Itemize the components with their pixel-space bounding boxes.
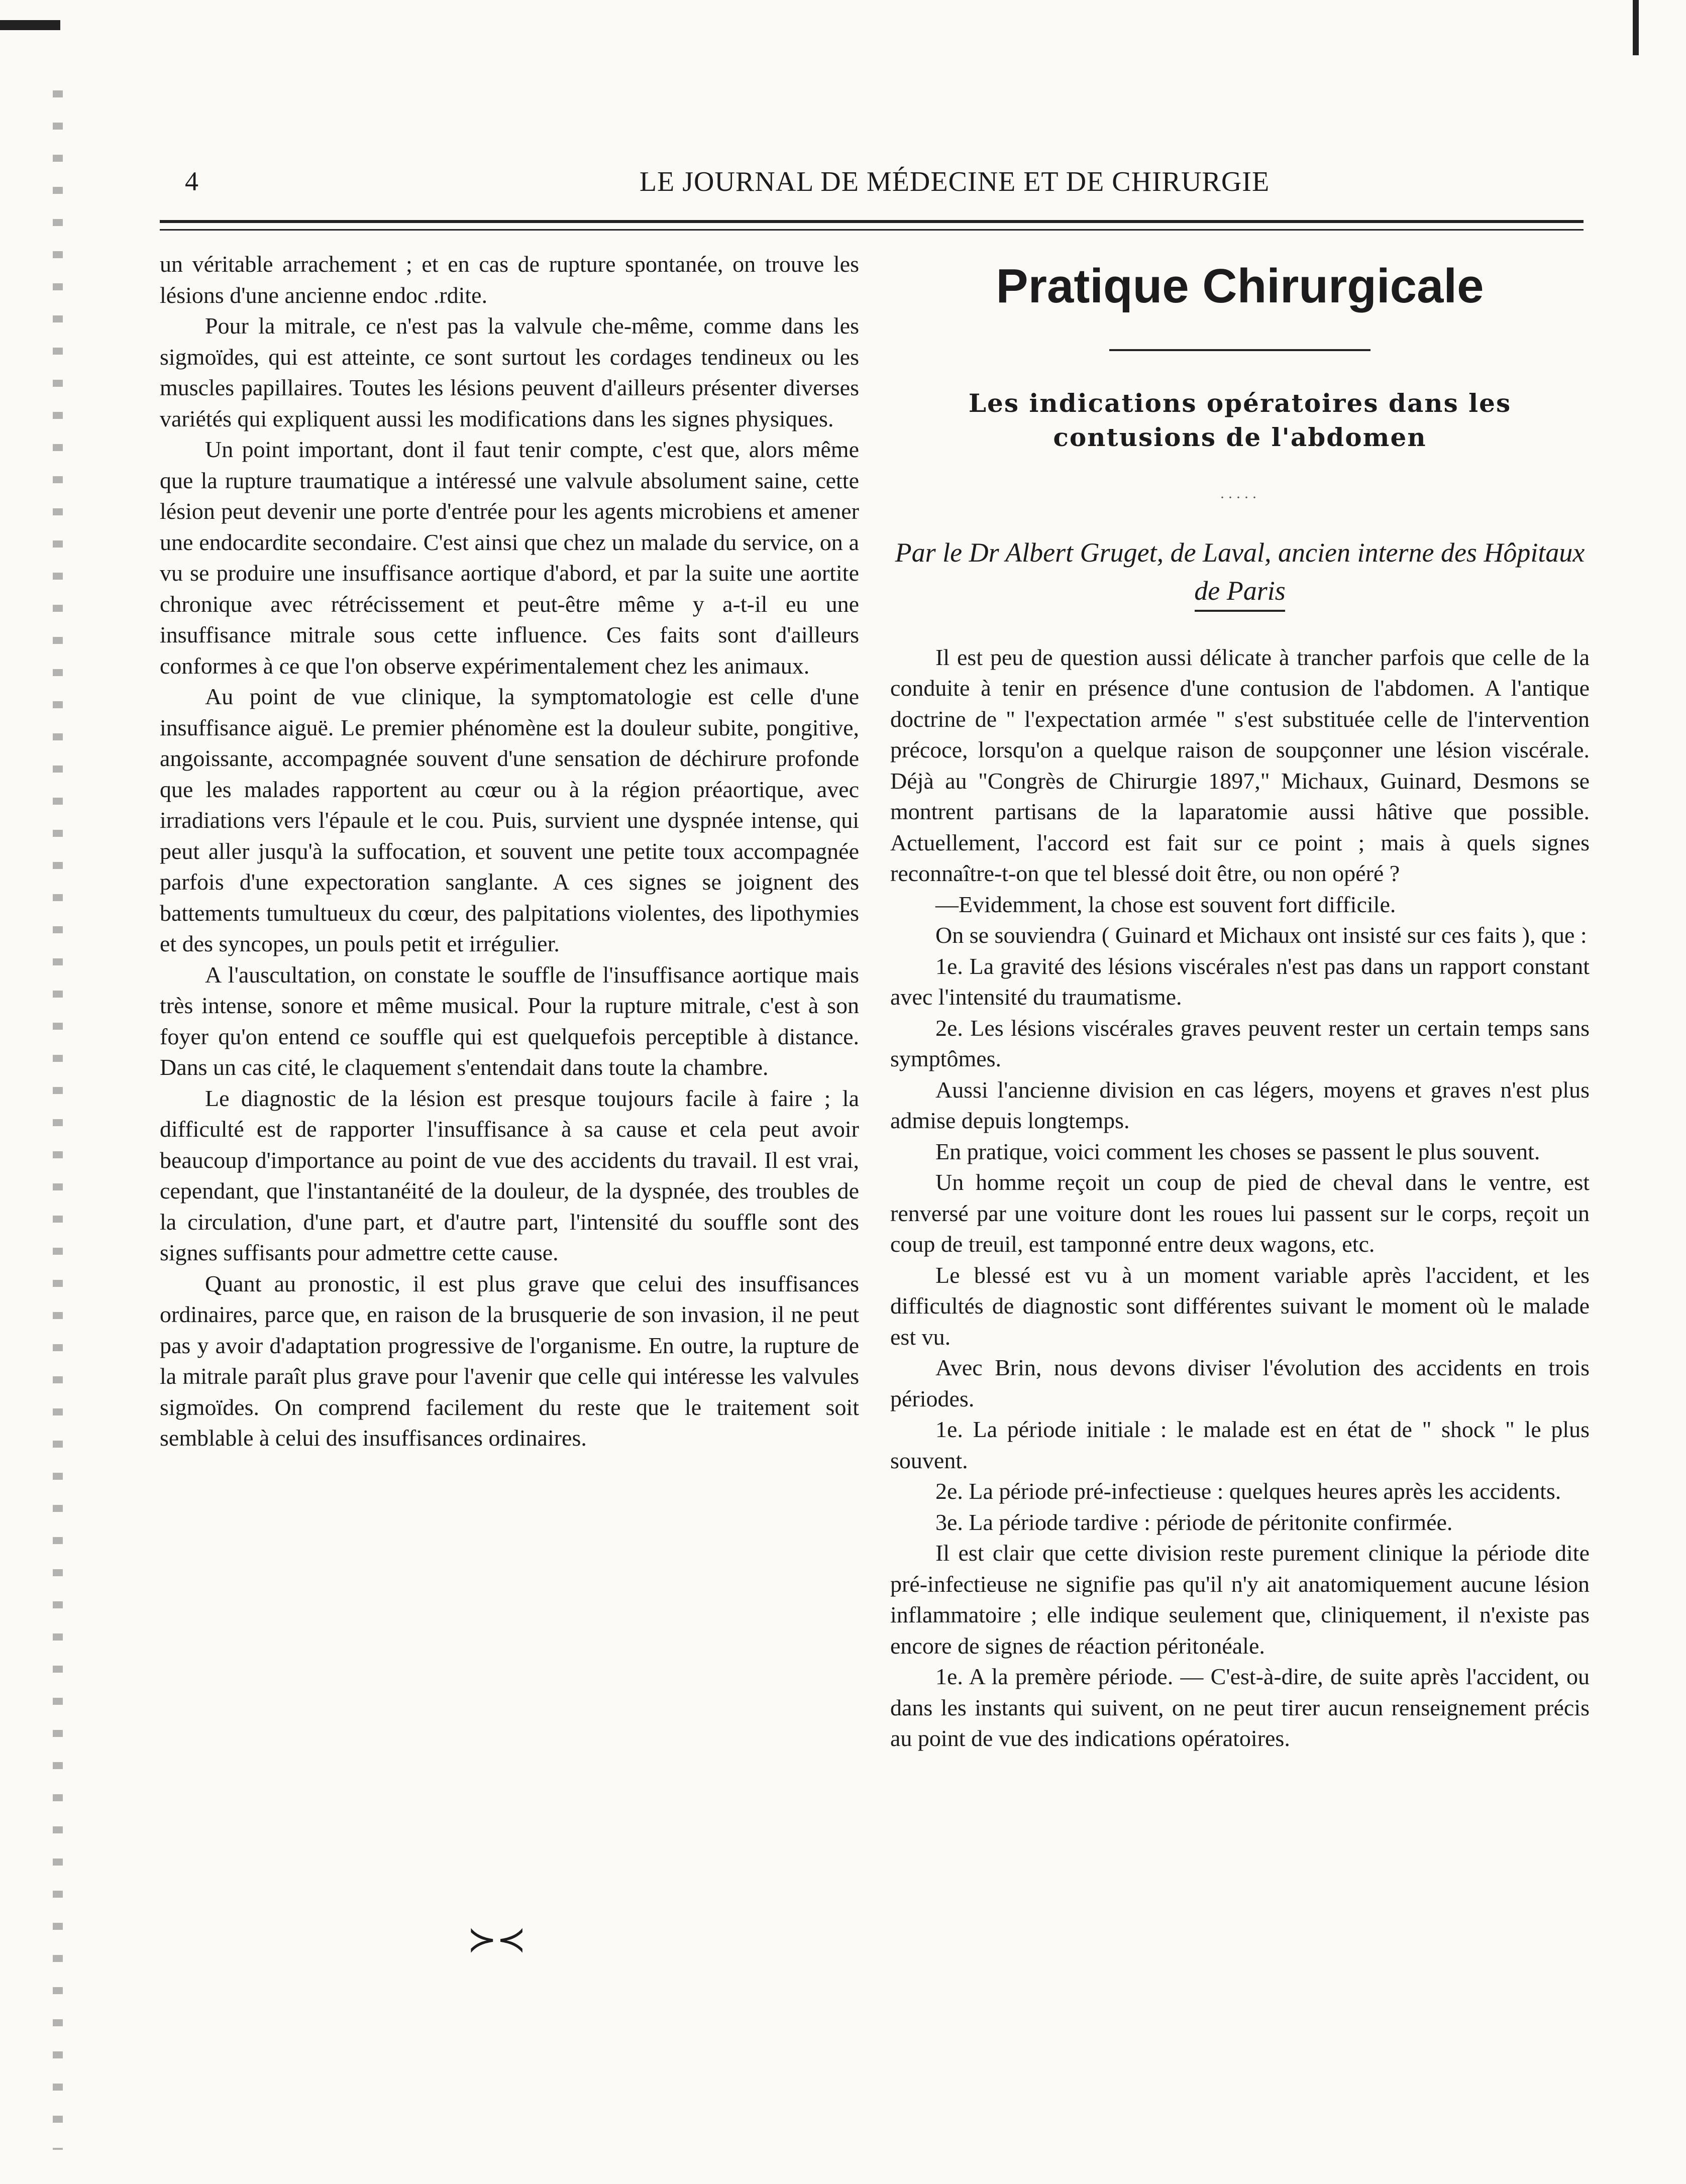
ornament: ≻≺ xyxy=(467,1919,526,1960)
right-paragraph: On se souviendra ( Guinard et Michaux ont insisté sur ces faits ), que : xyxy=(935,922,1587,948)
header-rule-top xyxy=(160,220,1584,223)
left-paragraph: Le diagnostic de la lésion est presque toujours facile à faire ; la difficulté est de rapporter l'insuffisance à sa cause et cela peut avoir beaucoup d'importance au point de vue des accidents du travail. Il est vrai, cependant, que l'instantanéité de la douleur, de la dyspnée, des troubles de la circulation, d'une part, et d'autre part, l'intensité du souffle sont des signes suffisants pour admettre cette cause. xyxy=(160,1085,859,1265)
separator-dots: ····· xyxy=(1220,489,1260,506)
right-paragraph: Avec Brin, nous devons diviser l'évolution des accidents en trois périodes. xyxy=(890,1355,1590,1411)
right-paragraph: 2e. La période pré-infectieuse : quelques heures après les accidents. xyxy=(935,1478,1561,1504)
right-paragraph: Un homme reçoit un coup de pied de cheval dans le ventre, est renversé par une voiture dont les roues lui passent sur le corps, reçoit un coup de treuil, est tamponné entre deux wagons, etc. xyxy=(890,1169,1590,1257)
scan-corner-mark-right xyxy=(1633,0,1639,55)
right-paragraph: Le blessé est vu à un moment variable après l'accident, et les difficultés de diagnostic sont différentes suivant le moment où le malade est vu. xyxy=(890,1262,1590,1350)
right-paragraph: En pratique, voici comment les choses se passent le plus souvent. xyxy=(935,1138,1540,1164)
right-paragraph: 2e. Les lésions viscérales graves peuvent rester un certain temps sans symptômes. xyxy=(890,1015,1590,1071)
left-paragraph: Pour la mitrale, ce n'est pas la valvule che-même, comme dans les sigmoïdes, qui est atteinte, ce sont surtout les cordages tendineux ou les muscles papillaires. Toutes les lésions peuvent d'ailleurs présenter diverses variétés qui expliquent aussi les modifications dans les signes physiques. xyxy=(160,313,859,431)
page-number: 4 xyxy=(185,166,198,196)
left-paragraph: Au point de vue clinique, la symptomatologie est celle d'une insuffisance aiguë. Le premier phénomène est la douleur subite, pongitive, angoissante, accompagnée souvent d'une sensation de déchirure profonde que les malades rapportent au cœur ou à la région préaortique, avec irradiations vers l'épaule et le cou. Puis, survient une dyspnée intense, qui peut aller jusqu'à la suffocation, et souvent une petite toux accompagnée parfois d'une expectoration sanglante. A ces signes se joignent des battements tumultueux du cœur, des palpitations violentes, des lipothymies et des syncopes, un pouls petit et irrégulier. xyxy=(160,684,859,956)
right-paragraph: Il est clair que cette division reste purement clinique la période dite pré-infectieuse ne signifie pas qu'il n'y ait anatomiquement aucune lésion inflammatoire ; elle indique seulement que, cliniquement, il n'existe pas encore de signes de réaction péritonéale. xyxy=(890,1540,1590,1659)
right-paragraph: 1e. La gravité des lésions viscérales n'est pas dans un rapport constant avec l'intensité du traumatisme. xyxy=(890,953,1590,1010)
right-paragraph: 1e. La période initiale : le malade est en état de " shock " le plus souvent. xyxy=(890,1416,1590,1473)
right-paragraph: —Evidemment, la chose est souvent fort difficile. xyxy=(935,891,1396,917)
right-column xyxy=(890,259,1590,1754)
header-rule-bottom xyxy=(160,229,1584,231)
scan-corner-mark-left xyxy=(0,20,60,30)
left-paragraph: A l'auscultation, on constate le souffle de l'insuffisance aortique mais très intense, sonore et même musical. Pour la rupture mitrale, c'est à son foyer qu'on entend ce souffle qui est quelquefois perceptible à distance. Dans un cas cité, le claquement s'entendait dans toute la chambre. xyxy=(160,961,859,1080)
left-paragraph: Quant au pronostic, il est plus grave que celui des insuffisances ordinaires, parce que, en raison de la brusquerie de son invasion, il ne peut pas y avoir d'adaptation progressive de l'organisme. En outre, la rupture de la mitrale paraît plus grave pour l'avenir que celle qui intéresse les valvules sigmoïdes. On comprend facilement du reste que le traitement soit semblable à celui des insuffisances ordinaires. xyxy=(160,1270,859,1451)
right-paragraph: 3e. La période tardive : période de péritonite confirmée. xyxy=(935,1509,1453,1535)
left-paragraph: Un point important, dont il faut tenir compte, c'est que, alors même que la rupture traumatique a intéressé une valvule absolument saine, cette lésion peut devenir une porte d'entrée pour les agents microbiens et amener une endocardite secondaire. C'est ainsi que chez un malade du service, on a vu se produire une insuffisance aortique d'abord, et par la suite une aortite chronique avec rétrécissement et peut-être même y a-t-il eu une insuffisance mitrale sous cette influence. Ces faits sont d'ailleurs conformes à ce que l'on observe expérimentalement chez les animaux. xyxy=(160,436,859,679)
section-title-rule xyxy=(1109,349,1371,351)
byline: Par le Dr Albert Gruget, de Laval, ancien interne des Hôpitaux de Paris xyxy=(895,537,1585,606)
section-title: Pratique Chirurgicale xyxy=(996,259,1484,313)
right-paragraph: 1e. A la premère période. — C'est-à-dire, de suite après l'accident, ou dans les instants qui suivent, on ne peut tirer aucun renseignement précis au point de vue des indications opératoires. xyxy=(890,1664,1590,1751)
right-paragraph: Il est peu de question aussi délicate à trancher parfois que celle de la conduite à tenir en présence d'une contusion de l'abdomen. A l'antique doctrine de " l'expectation armée " s'est substituée celle de l'intervention précoce, lorsqu'on a quelque raison de soupçonner une lésion viscérale. Déjà au "Congrès de Chirurgie 1897," Michaux, Guinard, Desmons se montrent partisans de la laparatomie aussi hâtive que possible. Actuellement, l'accord est fait sur ce point ; mais à quels signes reconnaître-t-on que tel blessé doit être, ou non opéré ? xyxy=(890,644,1590,886)
left-column xyxy=(160,249,859,1454)
running-head: LE JOURNAL DE MÉDECINE ET DE CHIRURGIE xyxy=(639,166,1270,197)
article-title: Les indications opératoires dans les contusions de l'abdomen xyxy=(968,388,1512,452)
byline-rule xyxy=(1195,610,1285,612)
right-paragraph: Aussi l'ancienne division en cas légers, moyens et graves n'est plus admise depuis longtemps. xyxy=(890,1076,1590,1133)
left-paragraph: un véritable arrachement ; et en cas de rupture spontanée, on trouve les lésions d'une ancienne endoc .rdite. xyxy=(160,251,859,308)
scan-margin-marks xyxy=(53,90,63,2150)
